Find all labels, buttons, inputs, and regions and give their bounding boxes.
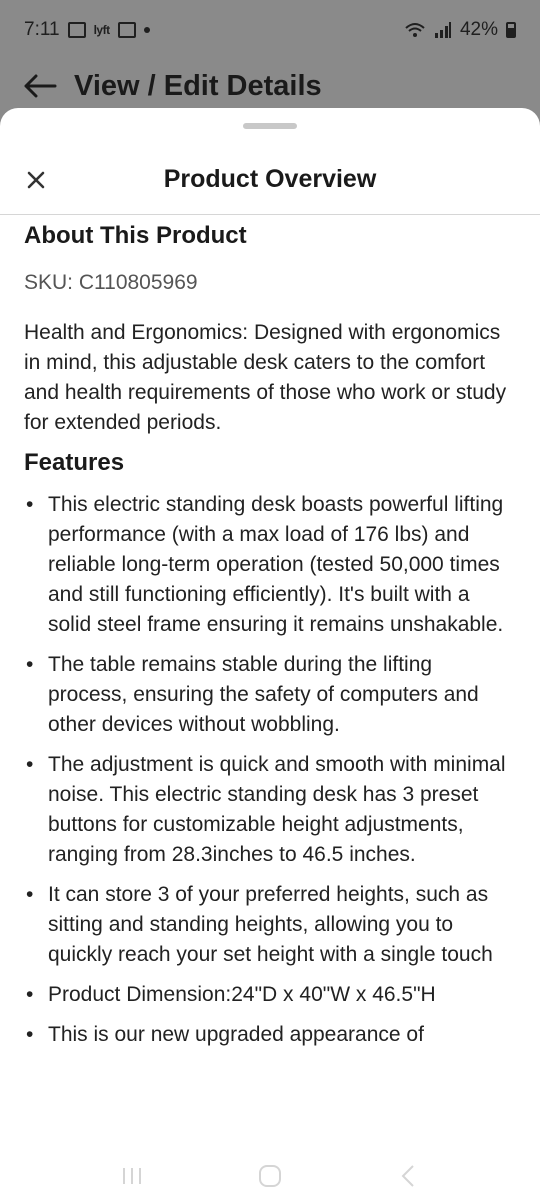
features-heading: Features: [24, 449, 125, 476]
feature-item: • The table remains stable during the lifting process, ensuring the safety of computers and other devices without wobbling.: [24, 650, 516, 740]
close-button[interactable]: [20, 164, 52, 196]
feature-item: • Product Dimension:24"D x 40"W x 46.5"H: [24, 980, 516, 1010]
feature-item: • It can store 3 of your preferred heights, such as sitting and standing heights, allowing you to quickly reach your set height with a single touch: [24, 880, 516, 970]
photo-notification-icon: [68, 22, 86, 38]
more-notifications-dot-icon: [144, 27, 150, 33]
features-list: [24, 490, 516, 1050]
sku-text: SKU: C110805969: [24, 271, 198, 294]
product-description: Health and Ergonomics: Designed with ergonomics in mind, this adjustable desk caters to the comfort and health requirements of those who work or study for extended periods.: [24, 321, 507, 434]
drag-handle[interactable]: [243, 123, 297, 129]
status-time: 7:11: [24, 19, 60, 40]
arrow-left-icon: [23, 74, 57, 98]
calendar-notification-icon: [118, 22, 136, 38]
app-bar: [0, 60, 540, 112]
home-icon[interactable]: [256, 1164, 284, 1188]
feature-item: • This electric standing desk boasts powerful lifting performance (with a max load of 176 lbs) and reliable long-term operation (tested 50,000 times and still functioning efficiently). It's built with a solid steel frame ensuring it remains unshakable.: [24, 490, 516, 640]
back-button[interactable]: [10, 60, 70, 112]
signal-icon: [434, 21, 452, 39]
recent-apps-icon[interactable]: [118, 1164, 146, 1188]
battery-icon: [506, 22, 516, 38]
sheet-title: Product Overview: [163, 164, 377, 193]
page-title: View / Edit Details: [74, 69, 322, 102]
lyft-notification-icon: lyft: [93, 23, 110, 37]
status-left: [24, 19, 150, 41]
status-right: [404, 19, 516, 41]
feature-item: • This is our new upgraded appearance of: [24, 1020, 516, 1050]
battery-percent: 42%: [459, 19, 498, 40]
product-content: [24, 220, 516, 1060]
wifi-icon: [404, 21, 426, 39]
close-icon: [27, 171, 45, 189]
about-heading: About This Product: [24, 222, 247, 249]
system-nav-bar: [0, 1152, 540, 1200]
product-overview-sheet: [0, 108, 540, 1200]
feature-item: • The adjustment is quick and smooth with minimal noise. This electric standing desk has 3 preset buttons for customizable height adjustments, ranging from 28.3inches to 46.5 inches.: [24, 750, 516, 870]
sheet-header: [0, 144, 540, 215]
back-nav-icon[interactable]: [394, 1164, 422, 1188]
status-bar: [0, 0, 540, 60]
